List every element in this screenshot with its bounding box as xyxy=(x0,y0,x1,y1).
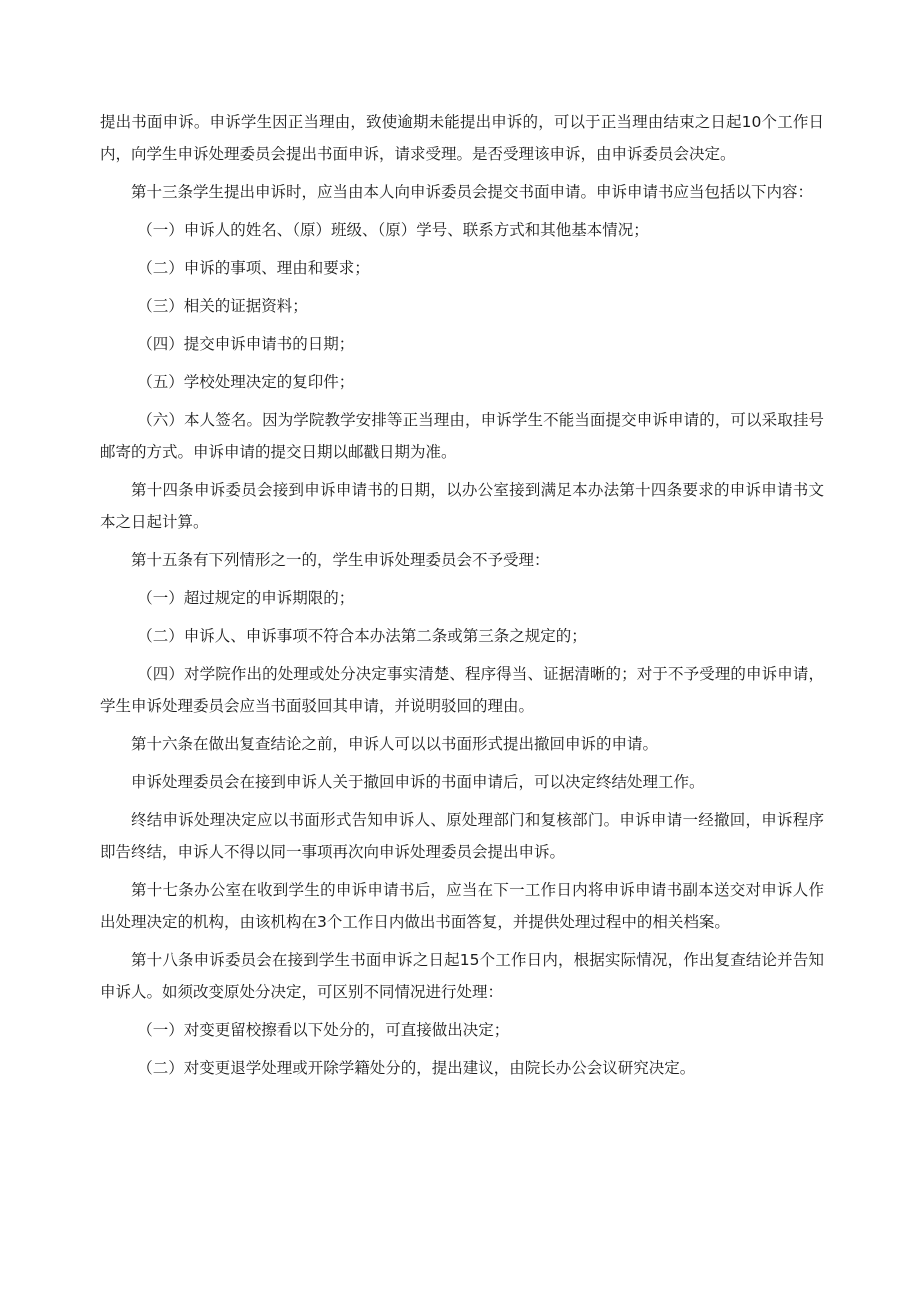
paragraph-text: 终结申诉处理决定应以书面形式告知申诉人、原处理部门和复核部门。申诉申请一经撤回，申诉程序即告终结，申诉人不得以同一事项再次向申诉处理委员会提出申诉。 xyxy=(100,811,824,861)
list-item: （六）本人签名。因为学院教学安排等正当理由，申诉学生不能当面提交申诉申请的，可以采取挂号邮寄的方式。申诉申请的提交日期以邮戳日期为准。 xyxy=(100,411,824,461)
paragraph-article-18: 第十八条申诉委员会在接到学生书面申诉之日起15个工作日内，根据实际情况，作出复查结论并告知申诉人。如须改变原处分决定，可区别不同情况进行处理： xyxy=(100,951,824,1001)
paragraph-article-16: 第十六条在做出复查结论之前，申诉人可以以书面形式提出撤回申诉的申请。 xyxy=(131,735,659,753)
list-item: （四）对学院作出的处理或处分决定事实清楚、程序得当、证据清晰的；对于不予受理的申诉申请，学生申诉处理委员会应当书面驳回其申请，并说明驳回的理由。 xyxy=(100,665,824,715)
list-item: （一）申诉人的姓名、（原）班级、（原）学号、联系方式和其他基本情况； xyxy=(137,221,649,239)
paragraph-article-17: 第十七条办公室在收到学生的申诉申请书后，应当在下一工作日内将申诉申请书副本送交对申诉人作出处理决定的机构，由该机构在3个工作日内做出书面答复，并提供处理过程中的相关档案。 xyxy=(100,881,824,931)
list-item: （二）申诉人、申诉事项不符合本办法第二条或第三条之规定的； xyxy=(137,627,587,645)
list-item: （二）申诉的事项、理由和要求； xyxy=(137,259,370,277)
list-item: （四）提交申诉申请书的日期； xyxy=(137,335,355,353)
paragraph-text: 申诉处理委员会在接到申诉人关于撤回申诉的书面申请后，可以决定终结处理工作。 xyxy=(131,773,705,791)
paragraph-continuation: 提出书面申诉。申诉学生因正当理由，致使逾期未能提出申诉的，可以于正当理由结束之日起10个工作日内，向学生申诉处理委员会提出书面申诉，请求受理。是否受理该申诉，由申诉委员会决定。 xyxy=(100,113,824,163)
list-item: （一）对变更留校擦看以下处分的，可直接做出决定； xyxy=(137,1021,510,1039)
list-item: （一）超过规定的申诉期限的； xyxy=(137,589,355,607)
paragraph-article-13: 第十三条学生提出申诉时，应当由本人向申诉委员会提交书面申请。申诉申请书应当包括以下内容： xyxy=(131,183,814,201)
document-body xyxy=(100,106,824,1090)
list-item: （三）相关的证据资料； xyxy=(137,297,308,315)
list-item: （五）学校处理决定的复印件； xyxy=(137,373,355,391)
paragraph-article-15: 第十五条有下列情形之一的，学生申诉处理委员会不予受理： xyxy=(131,551,550,569)
list-item: （二）对变更退学处理或开除学籍处分的，提出建议，由院长办公会议研究决定。 xyxy=(137,1059,696,1077)
paragraph-article-14: 第十四条申诉委员会接到申诉申请书的日期，以办公室接到满足本办法第十四条要求的申诉申请书文本之日起计算。 xyxy=(100,481,824,531)
